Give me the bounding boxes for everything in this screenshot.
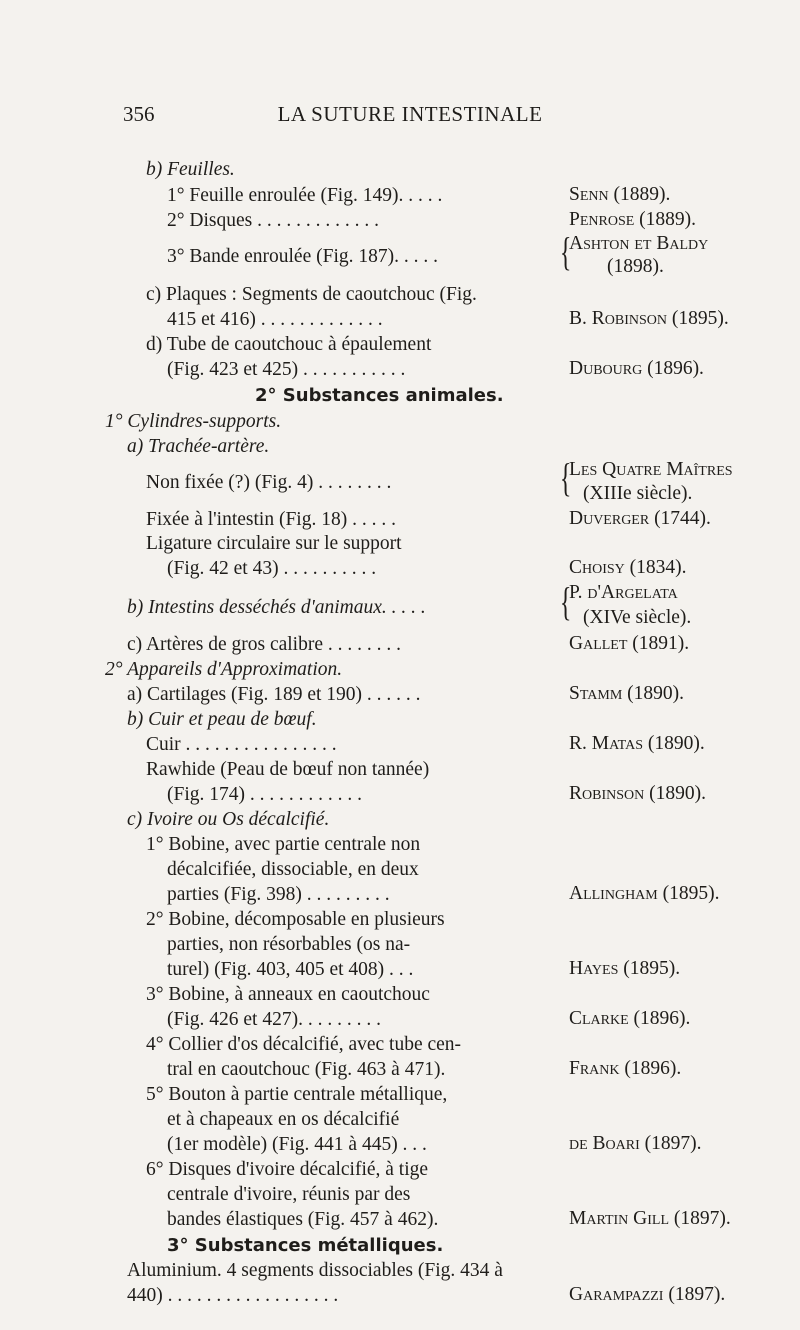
author-citation: Frank (1896). xyxy=(569,1058,682,1079)
list-item: 5° Bouton à partie centrale métallique, xyxy=(146,1084,448,1105)
author-citation: Robinson (1890). xyxy=(569,783,706,804)
section-heading: a) Trachée-artère. xyxy=(127,436,270,457)
brace-icon: { xyxy=(559,455,572,500)
author-citation: Choisy (1834). xyxy=(569,557,687,578)
author-citation: Gallet (1891). xyxy=(569,633,690,654)
author-citation: R. Matas (1890). xyxy=(569,733,705,754)
list-item: décalcifiée, dissociable, en deux xyxy=(167,859,419,880)
section-heading: b) Cuir et peau de bœuf. xyxy=(127,709,317,730)
author-citation: Penrose (1889). xyxy=(569,209,697,230)
list-item: et à chapeaux en os décalcifié xyxy=(167,1109,400,1130)
list-item: d) Tube de caoutchouc à épaulement xyxy=(146,334,432,355)
list-item: centrale d'ivoire, réunis par des xyxy=(167,1184,411,1205)
list-item: Non fixée (?) (Fig. 4) . . . . . . . . xyxy=(146,472,392,493)
author-citation: B. Robinson (1895). xyxy=(569,308,729,329)
list-item: 1° Bobine, avec partie centrale non xyxy=(146,834,421,855)
author-citation: P. d'Argelata xyxy=(569,582,678,603)
list-item: b) Intestins desséchés d'animaux. . . . . xyxy=(127,597,426,618)
author-citation: Garampazzi (1897). xyxy=(569,1284,726,1305)
author-citation: Duverger (1744). xyxy=(569,508,711,529)
list-item: (Fig. 426 et 427). . . . . . . . . xyxy=(167,1009,381,1030)
list-item: Fixée à l'intestin (Fig. 18) . . . . . xyxy=(146,509,396,530)
section-heading: 2° Substances animales. xyxy=(255,385,504,406)
list-item: Aluminium. 4 segments dissociables (Fig. 434 à xyxy=(127,1260,503,1281)
author-citation: Hayes (1895). xyxy=(569,958,681,979)
list-item: (1er modèle) (Fig. 441 à 445) . . . xyxy=(167,1134,427,1155)
brace-icon: { xyxy=(559,229,572,274)
list-item: (Fig. 174) . . . . . . . . . . . . xyxy=(167,784,362,805)
list-item: Ligature circulaire sur le support xyxy=(146,533,402,554)
author-citation: de Boari (1897). xyxy=(569,1133,702,1154)
page-number: 356 xyxy=(123,102,155,126)
list-item: (Fig. 42 et 43) . . . . . . . . . . xyxy=(167,558,377,579)
list-item: 415 et 416) . . . . . . . . . . . . . xyxy=(167,309,383,330)
author-citation: Clarke (1896). xyxy=(569,1008,691,1029)
list-item: 6° Disques d'ivoire décalcifié, à tige xyxy=(146,1159,429,1180)
list-item: parties, non résorbables (os na- xyxy=(167,934,411,955)
list-item: 2° Bobine, décomposable en plusieurs xyxy=(146,909,445,930)
list-item: a) Cartilages (Fig. 189 et 190) . . . . . . xyxy=(127,684,421,705)
author-citation-date: (XIIIe siècle). xyxy=(583,483,693,504)
page-header xyxy=(0,102,800,132)
list-item: (Fig. 423 et 425) . . . . . . . . . . . xyxy=(167,359,406,380)
author-citation: Les Quatre Maîtres xyxy=(569,459,733,480)
list-item: Rawhide (Peau de bœuf non tannée) xyxy=(146,759,430,780)
author-citation-date: (XIVe siècle). xyxy=(583,607,692,628)
section-heading: c) Ivoire ou Os décalcifié. xyxy=(127,809,330,830)
running-title: LA SUTURE INTESTINALE xyxy=(277,102,543,126)
section-heading: 3° Substances métalliques. xyxy=(167,1235,444,1256)
author-citation-date: (1898). xyxy=(607,256,664,277)
section-heading: 1° Cylindres-supports. xyxy=(105,411,282,432)
list-item: c) Artères de gros calibre . . . . . . . . xyxy=(127,634,401,655)
list-item: Cuir . . . . . . . . . . . . . . . . xyxy=(146,734,337,755)
list-item: 4° Collier d'os décalcifié, avec tube cen- xyxy=(146,1034,462,1055)
author-citation: Ashton et Baldy xyxy=(569,233,709,254)
author-citation: Allingham (1895). xyxy=(569,883,720,904)
list-item: parties (Fig. 398) . . . . . . . . . xyxy=(167,884,390,905)
list-item: c) Plaques : Segments de caoutchouc (Fig. xyxy=(146,284,477,305)
list-item: 3° Bande enroulée (Fig. 187). . . . . xyxy=(167,246,438,267)
author-citation: Stamm (1890). xyxy=(569,683,685,704)
list-item: 3° Bobine, à anneaux en caoutchouc xyxy=(146,984,430,1005)
list-item: turel) (Fig. 403, 405 et 408) . . . xyxy=(167,959,414,980)
list-item: 1° Feuille enroulée (Fig. 149). . . . . xyxy=(167,185,443,206)
list-item: 440) . . . . . . . . . . . . . . . . . . xyxy=(127,1285,339,1306)
brace-icon: { xyxy=(559,579,572,624)
section-heading: b) Feuilles. xyxy=(146,159,235,180)
author-citation: Senn (1889). xyxy=(569,184,671,205)
author-citation: Martin Gill (1897). xyxy=(569,1208,731,1229)
list-item: 2° Disques . . . . . . . . . . . . . xyxy=(167,210,380,231)
list-item: tral en caoutchouc (Fig. 463 à 471). xyxy=(167,1059,446,1080)
author-citation: Dubourg (1896). xyxy=(569,358,704,379)
list-item: bandes élastiques (Fig. 457 à 462). xyxy=(167,1209,439,1230)
section-heading: 2° Appareils d'Approximation. xyxy=(105,659,343,680)
